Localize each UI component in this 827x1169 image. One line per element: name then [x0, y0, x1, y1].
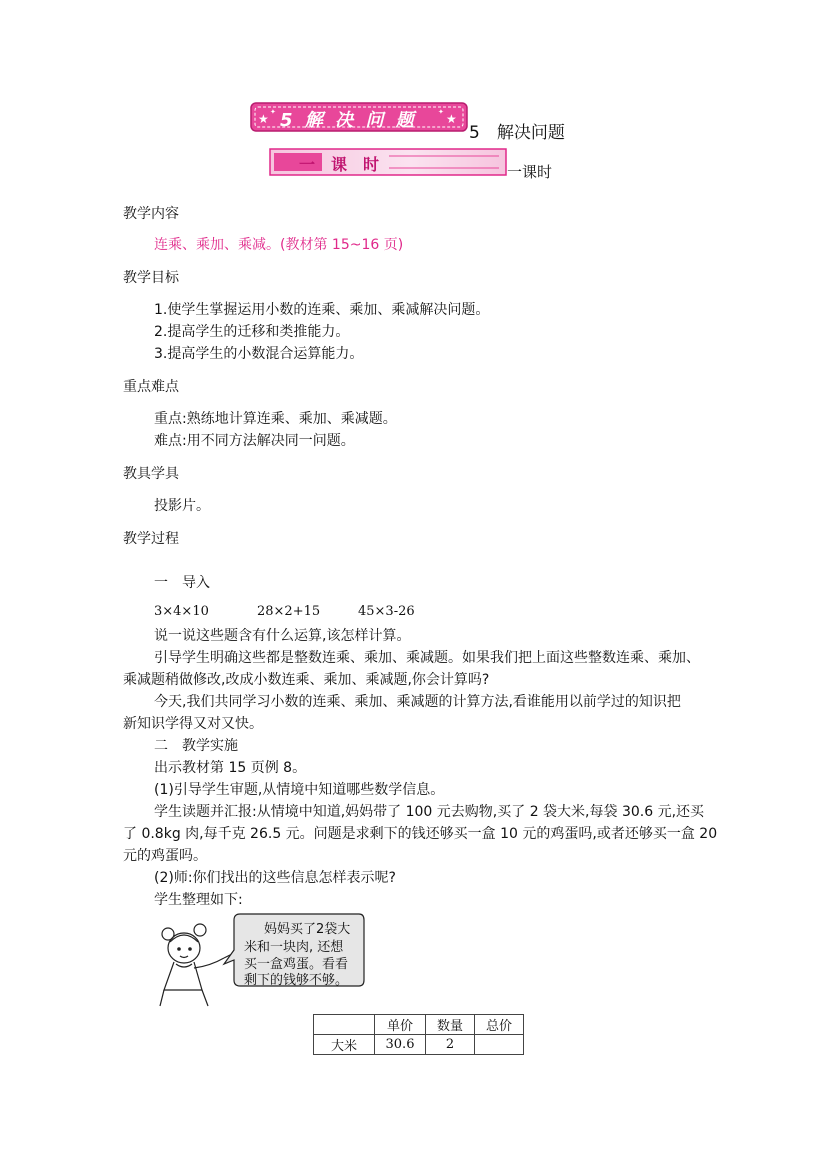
paragraph-line: 学生读题并汇报:从情境中知道,妈妈带了 100 元去购物,买了 2 袋大米,每袋 30.6 元,还买	[154, 804, 705, 820]
speech-line: 买一盒鸡蛋。看看	[244, 957, 349, 972]
speech-line: 妈妈买了2袋大	[264, 922, 351, 937]
svg-text:★: ★	[258, 112, 269, 126]
paragraph-line: 新知识学得又对又快。	[123, 716, 263, 732]
chapter-title-banner	[250, 102, 468, 132]
table-header-cell: 单价	[375, 1015, 426, 1035]
paragraph-line: 引导学生明确这些都是整数连乘、乘加、乘减题。如果我们把上面这些整数连乘、乘加、	[154, 650, 700, 666]
price-table	[313, 1014, 524, 1055]
key-point: 重点:熟练地计算连乘、乘加、乘减题。	[154, 411, 397, 427]
table-cell: 2	[426, 1035, 475, 1055]
chapter-title-art: 5 解 决 问 题	[280, 110, 417, 131]
tools-heading: 教具学具	[123, 466, 179, 482]
table-header-cell	[314, 1015, 375, 1035]
paragraph-line: 元的鸡蛋吗。	[123, 848, 207, 864]
key-heading: 重点难点	[123, 379, 179, 395]
paragraph-line: 乘减题稍做修改,改成小数连乘、乘加、乘减题,你会计算吗?	[123, 672, 490, 688]
paragraph-line: 出示教材第 15 页例 8。	[154, 760, 307, 776]
svg-text:✦: ✦	[438, 108, 444, 116]
goals-heading: 教学目标	[123, 270, 179, 286]
table-header-cell: 总价	[475, 1015, 524, 1035]
table-row	[314, 1035, 524, 1055]
lesson-art: 一 课 时	[299, 155, 380, 174]
paragraph-line: 说一说这些题含有什么运算,该怎样计算。	[154, 628, 411, 644]
step2-title: 二 教学实施	[154, 738, 238, 754]
key-point: 难点:用不同方法解决同一问题。	[154, 433, 355, 449]
table-cell: 大米	[314, 1035, 375, 1055]
lesson-title: 一课时	[507, 163, 553, 181]
expression: 45×3-26	[358, 604, 415, 619]
speech-bubble	[222, 910, 367, 990]
paragraph-line: (2)师:你们找出的这些信息怎样表示呢?	[154, 870, 396, 886]
process-heading: 教学过程	[123, 531, 179, 547]
step1-title: 一 导入	[154, 575, 210, 591]
content-text: 连乘、乘加、乘减。(教材第 15~16 页)	[154, 237, 404, 253]
table-header-cell: 数量	[426, 1015, 475, 1035]
expression: 3×4×10	[154, 604, 209, 619]
goal-item: 1.使学生掌握运用小数的连乘、乘加、乘减解决问题。	[154, 302, 490, 318]
svg-text:★: ★	[446, 112, 457, 126]
table-header-row	[314, 1015, 524, 1035]
lesson-banner	[269, 148, 507, 176]
speech-line: 剩下的钱够不够。	[244, 973, 349, 988]
speech-line: 米和一块肉, 还想	[244, 940, 344, 955]
paragraph-line: 今天,我们共同学习小数的连乘、乘加、乘减题的计算方法,看谁能用以前学过的知识把	[154, 694, 681, 710]
goal-item: 2.提高学生的迁移和类推能力。	[154, 324, 350, 340]
chapter-title: 5 解决问题	[469, 123, 565, 143]
goal-item: 3.提高学生的小数混合运算能力。	[154, 346, 364, 362]
paragraph-line: 学生整理如下:	[154, 892, 243, 908]
table-cell	[475, 1035, 524, 1055]
expression: 28×2+15	[257, 604, 321, 619]
paragraph-line: (1)引导学生审题,从情境中知道哪些数学信息。	[154, 782, 445, 798]
svg-text:✦: ✦	[270, 108, 276, 116]
tools-text: 投影片。	[154, 498, 210, 514]
content-heading: 教学内容	[123, 206, 179, 222]
table-cell: 30.6	[375, 1035, 426, 1055]
paragraph-line: 了 0.8kg 肉,每千克 26.5 元。问题是求剩下的钱还够买一盒 10 元的鸡蛋吗,或者还够买一盒 20	[123, 826, 718, 842]
